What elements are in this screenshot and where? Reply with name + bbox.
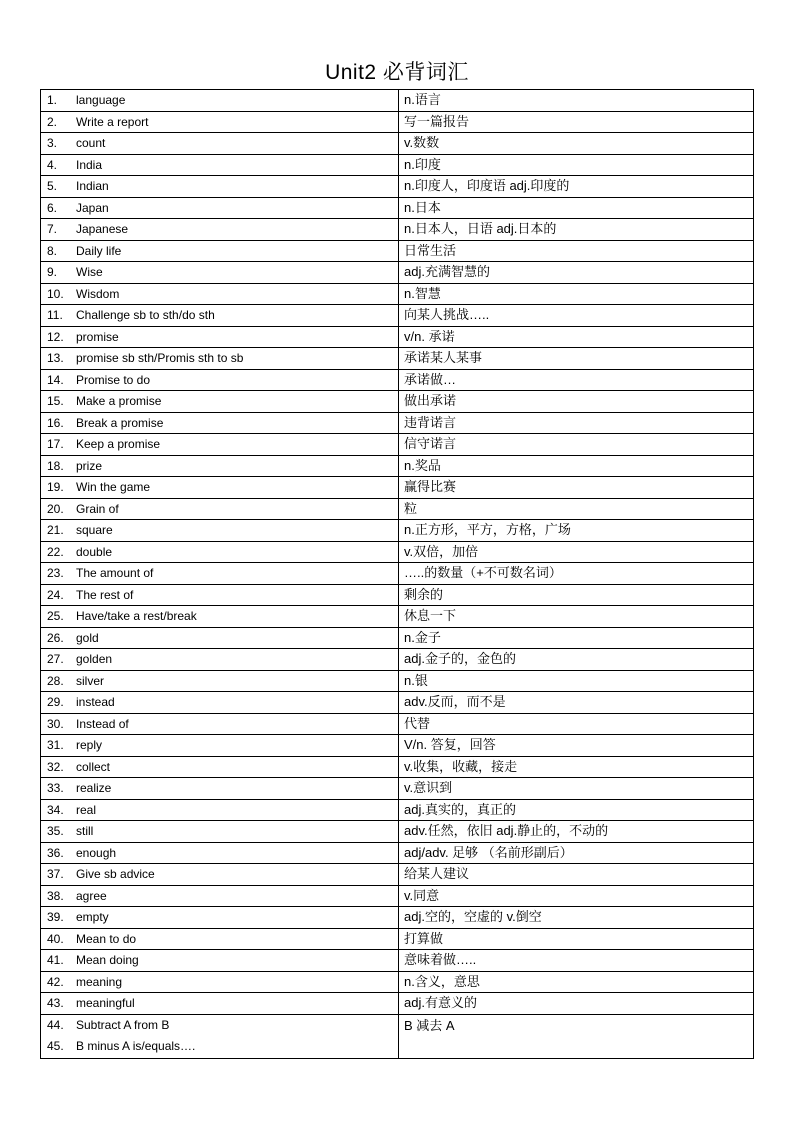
chinese-meaning: n.日本 [399, 197, 754, 219]
chinese-meaning: 日常生活 [399, 240, 754, 262]
table-row [41, 735, 754, 757]
table-row [41, 197, 754, 219]
chinese-meaning: 赢得比赛 [399, 477, 754, 499]
english-term: instead [76, 695, 115, 710]
english-term: collect [76, 759, 111, 774]
english-term: reply [76, 738, 103, 753]
english-term: Instead of [76, 716, 129, 731]
english-cell [41, 864, 399, 886]
english-term: prize [76, 458, 103, 473]
row-number: 27. [47, 652, 64, 667]
table-row [41, 111, 754, 133]
english-cell [41, 477, 399, 499]
row-number: 37. [47, 867, 64, 882]
english-cell [41, 563, 399, 585]
table-row [41, 842, 754, 864]
english-cell [41, 885, 399, 907]
chinese-meaning: n.日本人，日语 adj.日本的 [399, 219, 754, 241]
english-term: Make a promise [76, 394, 162, 409]
chinese-meaning: n.语言 [399, 90, 754, 112]
chinese-meaning: 信守诺言 [399, 434, 754, 456]
english-cell [41, 907, 399, 929]
english-cell [41, 305, 399, 327]
row-number: 43. [47, 996, 64, 1011]
table-row [41, 821, 754, 843]
english-cell [41, 520, 399, 542]
english-term: realize [76, 781, 112, 796]
chinese-meaning: n.含义，意思 [399, 971, 754, 993]
row-number: 8. [47, 243, 58, 258]
chinese-meaning: …..的数量（+不可数名词） [399, 563, 754, 585]
chinese-meaning: 承诺某人某事 [399, 348, 754, 370]
english-term: Have/take a rest/break [76, 609, 197, 624]
row-number: 16. [47, 415, 64, 430]
table-row [41, 369, 754, 391]
row-number: 21. [47, 523, 64, 538]
chinese-meaning: 打算做 [399, 928, 754, 950]
table-row [41, 756, 754, 778]
table-row [41, 799, 754, 821]
row-number: 45. [47, 1039, 64, 1053]
english-cell [41, 606, 399, 628]
table-row [41, 649, 754, 671]
english-term: Grain of [76, 501, 119, 516]
table-row [41, 176, 754, 198]
row-number: 11. [47, 308, 63, 323]
english-term: Daily life [76, 243, 122, 258]
english-term: meaningful [76, 996, 135, 1011]
chinese-meaning: adj.充满智慧的 [399, 262, 754, 284]
row-number: 25. [47, 609, 64, 624]
english-cell [41, 670, 399, 692]
chinese-meaning: n.金子 [399, 627, 754, 649]
vocabulary-table-body [41, 90, 754, 1059]
chinese-meaning: 违背诺言 [399, 412, 754, 434]
english-term: Japan [76, 200, 109, 215]
english-cell [41, 111, 399, 133]
row-number: 19. [47, 480, 64, 495]
english-cell [41, 627, 399, 649]
english-term: Wisdom [76, 286, 120, 301]
row-number: 17. [47, 437, 64, 452]
english-term: Japanese [76, 222, 129, 237]
english-cell [41, 971, 399, 993]
table-row [41, 412, 754, 434]
chinese-meaning: adj.金子的，金色的 [399, 649, 754, 671]
table-row [41, 283, 754, 305]
english-term: Subtract A from B [76, 1017, 170, 1032]
table-row [41, 434, 754, 456]
chinese-meaning: 剩余的 [399, 584, 754, 606]
english-term: Mean doing [76, 953, 139, 968]
chinese-meaning: adj.真实的，真正的 [399, 799, 754, 821]
english-cell [41, 713, 399, 735]
chinese-meaning: 做出承诺 [399, 391, 754, 413]
english-cell [41, 649, 399, 671]
english-term: The amount of [76, 566, 154, 581]
row-number: 15. [47, 394, 64, 409]
table-row [41, 584, 754, 606]
chinese-meaning: 承诺做… [399, 369, 754, 391]
english-term: real [76, 802, 97, 817]
english-term: silver [76, 673, 105, 688]
table-row [41, 563, 754, 585]
english-cell [41, 154, 399, 176]
chinese-meaning: 代替 [399, 713, 754, 735]
table-row [41, 133, 754, 155]
english-term: Give sb advice [76, 867, 155, 882]
english-term: Challenge sb to sth/do sth [76, 308, 215, 323]
row-number: 36. [47, 845, 64, 860]
row-number: 30. [47, 716, 64, 731]
english-cell [41, 692, 399, 714]
table-row [41, 219, 754, 241]
chinese-meaning: n.奖品 [399, 455, 754, 477]
chinese-meaning: n.印度人，印度语 adj.印度的 [399, 176, 754, 198]
english-term: Win the game [76, 480, 151, 495]
english-cell [41, 283, 399, 305]
table-row [41, 391, 754, 413]
table-row [41, 240, 754, 262]
english-cell [41, 541, 399, 563]
chinese-meaning: 休息一下 [399, 606, 754, 628]
row-number: 14. [47, 372, 64, 387]
table-row [41, 778, 754, 800]
chinese-meaning: v.同意 [399, 885, 754, 907]
table-row [41, 262, 754, 284]
english-cell [41, 262, 399, 284]
row-number: 29. [47, 695, 64, 710]
english-cell [41, 412, 399, 434]
chinese-meaning: v/n. 承诺 [399, 326, 754, 348]
english-cell [41, 778, 399, 800]
row-number: 31. [47, 738, 64, 753]
english-term: The rest of [76, 587, 134, 602]
english-cell [41, 197, 399, 219]
table-row [41, 455, 754, 477]
english-term: enough [76, 845, 117, 860]
english-term: promise [76, 329, 119, 344]
english-cell [41, 240, 399, 262]
chinese-meaning: adj.有意义的 [399, 993, 754, 1015]
row-number: 7. [47, 222, 58, 237]
table-row [41, 692, 754, 714]
english-cell [41, 133, 399, 155]
row-number: 34. [47, 802, 64, 817]
row-number: 32. [47, 759, 64, 774]
english-term: still [76, 824, 94, 839]
row-number: 20. [47, 501, 64, 516]
english-cell [41, 176, 399, 198]
table-row [41, 305, 754, 327]
table-row-multi [41, 1014, 754, 1058]
row-number: 4. [47, 157, 58, 172]
row-number: 44. [47, 1017, 64, 1032]
chinese-meaning: v.数数 [399, 133, 754, 155]
english-term: Mean to do [76, 931, 137, 946]
table-row [41, 154, 754, 176]
row-number: 40. [47, 931, 64, 946]
chinese-meaning: adv.反而，而不是 [399, 692, 754, 714]
english-line [47, 1036, 392, 1058]
row-number: 28. [47, 673, 64, 688]
english-cell [41, 821, 399, 843]
vocabulary-table [40, 89, 754, 1059]
row-number: 38. [47, 888, 64, 903]
chinese-meaning: 粒 [399, 498, 754, 520]
english-cell [41, 735, 399, 757]
table-row [41, 928, 754, 950]
chinese-meaning: adv.任然，依旧 adj.静止的，不动的 [399, 821, 754, 843]
english-cell [41, 326, 399, 348]
english-term: agree [76, 888, 107, 903]
english-cell [41, 434, 399, 456]
english-cell [41, 90, 399, 112]
row-number: 9. [47, 265, 58, 280]
english-term: B minus A is/equals…. [76, 1039, 196, 1053]
chinese-meaning: v.双倍，加倍 [399, 541, 754, 563]
english-term: language [76, 93, 126, 108]
english-term: square [76, 523, 113, 538]
chinese-meaning: adj/adv. 足够 （名前形副后） [399, 842, 754, 864]
table-row [41, 477, 754, 499]
english-term: Wise [76, 265, 103, 280]
english-cell [41, 369, 399, 391]
row-number: 42. [47, 974, 64, 989]
english-term: count [76, 136, 106, 151]
table-row [41, 498, 754, 520]
row-number: 18. [47, 458, 64, 473]
english-cell [41, 348, 399, 370]
english-line [47, 1015, 392, 1037]
english-term: Break a promise [76, 415, 164, 430]
table-row [41, 606, 754, 628]
page-title: Unit2 必背词汇 [325, 61, 469, 84]
table-row [41, 713, 754, 735]
row-number: 23. [47, 566, 64, 581]
chinese-meaning: adj.空的，空虚的 v.倒空 [399, 907, 754, 929]
chinese-meaning: 给某人建议 [399, 864, 754, 886]
english-cell [41, 219, 399, 241]
chinese-meaning: v.收集，收藏，接走 [399, 756, 754, 778]
english-cell [41, 799, 399, 821]
table-row [41, 326, 754, 348]
chinese-meaning: 写一篇报告 [399, 111, 754, 133]
row-number: 26. [47, 630, 64, 645]
table-row [41, 520, 754, 542]
row-number: 5. [47, 179, 58, 194]
row-number: 35. [47, 824, 64, 839]
english-cell [41, 584, 399, 606]
table-row [41, 348, 754, 370]
row-number: 3. [47, 136, 58, 151]
chinese-meaning: n.智慧 [399, 283, 754, 305]
english-term: Write a report [76, 114, 149, 129]
table-row [41, 627, 754, 649]
chinese-meaning: 意味着做….. [399, 950, 754, 972]
row-number: 12. [47, 329, 64, 344]
table-row [41, 90, 754, 112]
english-term: Keep a promise [76, 437, 161, 452]
english-term: gold [76, 630, 99, 645]
table-row [41, 670, 754, 692]
english-cell [41, 842, 399, 864]
english-cell [41, 1014, 399, 1058]
english-cell [41, 391, 399, 413]
english-term: double [76, 544, 113, 559]
chinese-meaning: v.意识到 [399, 778, 754, 800]
row-number: 10. [47, 286, 64, 301]
chinese-meaning: B 减去 A [399, 1014, 754, 1058]
english-cell [41, 993, 399, 1015]
table-row [41, 971, 754, 993]
english-term: golden [76, 652, 113, 667]
english-cell [41, 950, 399, 972]
row-number: 41. [47, 953, 64, 968]
english-cell [41, 756, 399, 778]
row-number: 6. [47, 200, 58, 215]
row-number: 2. [47, 114, 58, 129]
chinese-meaning: V/n. 答复，回答 [399, 735, 754, 757]
english-term: promise sb sth/Promis sth to sb [76, 351, 244, 366]
row-number: 1. [47, 93, 58, 108]
chinese-meaning: n.银 [399, 670, 754, 692]
table-row [41, 907, 754, 929]
table-row [41, 993, 754, 1015]
table-row [41, 885, 754, 907]
row-number: 33. [47, 781, 64, 796]
english-term: India [76, 157, 103, 172]
row-number: 24. [47, 587, 64, 602]
english-term: Indian [76, 179, 109, 194]
english-term: meaning [76, 974, 123, 989]
english-cell [41, 455, 399, 477]
table-row [41, 541, 754, 563]
english-term: empty [76, 910, 109, 925]
row-number: 22. [47, 544, 64, 559]
chinese-meaning: n.正方形，平方，方格，广场 [399, 520, 754, 542]
row-number: 39. [47, 910, 64, 925]
table-row [41, 864, 754, 886]
table-row [41, 950, 754, 972]
english-cell [41, 498, 399, 520]
chinese-meaning: 向某人挑战….. [399, 305, 754, 327]
chinese-meaning: n.印度 [399, 154, 754, 176]
row-number: 13. [47, 351, 64, 366]
english-cell [41, 928, 399, 950]
english-term: Promise to do [76, 372, 151, 387]
